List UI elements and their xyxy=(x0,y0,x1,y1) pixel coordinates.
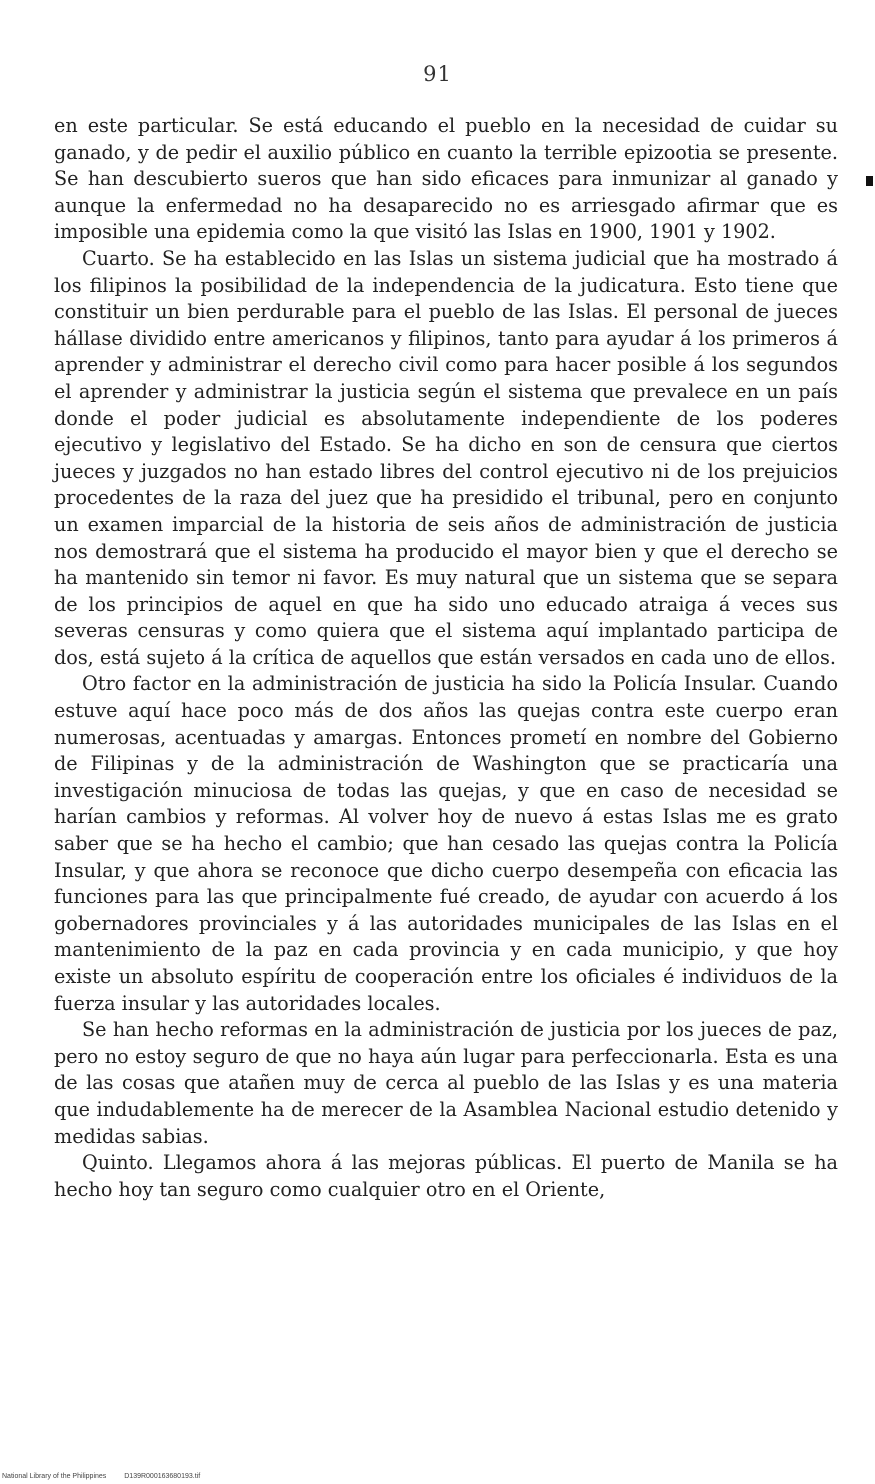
margin-mark xyxy=(866,176,873,186)
page-body xyxy=(54,113,838,1203)
scan-footer xyxy=(2,1473,200,1480)
paragraph-continuation: en este particular. Se está educando el pueblo en la necesidad de cuidar su ganado, y de pedir el auxilio público en cuanto la terrible epizootia se presente. Se han descubierto sueros que han sido eficaces para inmunizar al ganado y aunque la enfermedad no ha desaparecido no es arriesgado afirmar que es imposible una epidemia como la que visitó las Islas en 1900, 1901 y 1902. xyxy=(54,114,838,244)
footer-identifier: D139R000163680193.tif xyxy=(124,1473,201,1480)
paragraph-quinto: Quinto. Llegamos ahora á las mejoras públicas. El puerto de Manila se ha hecho hoy tan seguro como cualquier otro en el Oriente, xyxy=(54,1151,838,1201)
page-number: 91 xyxy=(423,62,452,86)
paragraph-jueces-de-paz: Se han hecho reformas en la administración de justicia por los jueces de paz, pero no estoy seguro de que no haya aún lugar para perfeccionarla. Esta es una de las cosas que atañen muy de cerca al pueblo de las Islas y es una materia que indudablemente ha de merecer de la Asamblea Nacional estudio detenido y medidas sabias. xyxy=(54,1018,838,1148)
paragraph-policia-insular: Otro factor en la administración de justicia ha sido la Policía Insular. Cuando estuve aquí hace poco más de dos años las quejas contra este cuerpo eran numerosas, acentuadas y amargas. Entonces prometí en nombre del Gobierno de Filipinas y de la administración de Washington que se practicaría una investigación minuciosa de todas las quejas, y que en caso de necesidad se harían cambios y reformas. Al volver hoy de nuevo á estas Islas me es grato saber que se ha hecho el cambio; que han cesado las quejas contra la Policía Insular, y que ahora se reconoce que dicho cuerpo desempeña con eficacia las funciones para las que principalmente fué creado, de ayudar con acuerdo á los gobernadores provinciales y á las autoridades municipales de las Islas en el mantenimiento de la paz en cada provincia y en cada municipio, y que hoy existe un absoluto espíritu de cooperación entre los oficiales é individuos de la fuerza insular y las autoridades locales. xyxy=(54,672,838,1015)
paragraph-cuarto: Cuarto. Se ha establecido en las Islas un sistema judicial que ha mostrado á los filipinos la posibilidad de la independencia de la judicatura. Esto tiene que constituir un bien perdurable para el pueblo de las Islas. El personal de jueces hállase dividido entre americanos y filipinos, tanto para ayudar á los primeros á aprender y administrar el derecho civil como para hacer posible á los segundos el aprender y administrar la justicia según el sistema que prevalece en un país donde el poder judicial es absolutamente independiente de los poderes ejecutivo y legislativo del Estado. Se ha dicho en son de censura que ciertos jueces y juzgados no han estado libres del control ejecutivo ni de los prejuicios procedentes de la raza del juez que ha presidido el tribunal, pero en conjunto un examen imparcial de la historia de seis años de administración de justicia nos demostrará que el sistema ha producido el mayor bien y que el derecho se ha mantenido sin temor ni favor. Es muy natural que un sistema que se separa de los principios de aquel en que ha sido uno educado atraiga á veces sus severas censuras y como quiera que el sistema aquí implantado participa de dos, está sujeto á la crítica de aquellos que están versados en cada uno de ellos. xyxy=(54,246,838,669)
footer-library: National Library of the Philippines xyxy=(2,1473,107,1480)
